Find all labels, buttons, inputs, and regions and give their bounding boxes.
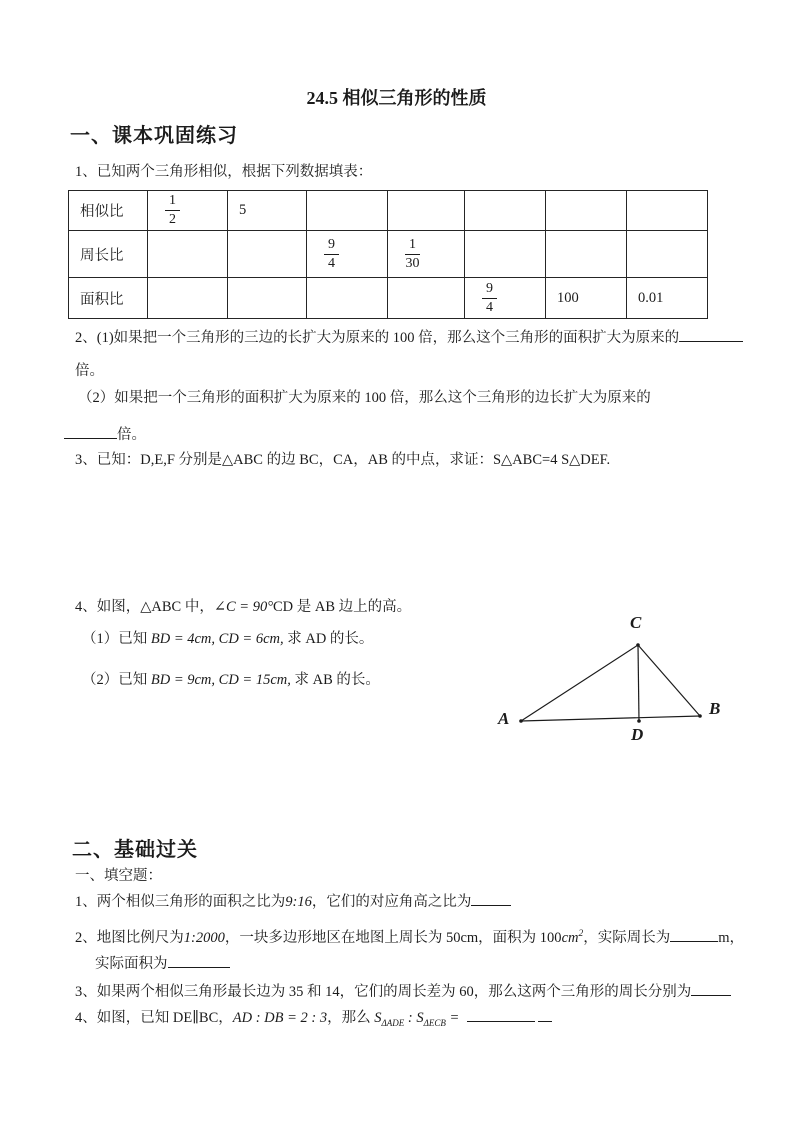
triangle-figure — [492, 610, 736, 760]
question-4-sub1-math: BD = 4cm, CD = 6cm, — [150, 631, 284, 647]
blank-q4-equals: = — [445, 1010, 463, 1026]
cell-perimeter-2 — [388, 231, 465, 278]
row-label-similarity-ratio: 相似比 — [69, 191, 148, 231]
blank-question-3 — [75, 980, 731, 1003]
area-symbol-2: S — [416, 1010, 424, 1026]
page-title: 24.5 相似三角形的性质 — [306, 88, 487, 108]
row-label-area-ratio: 面积比 — [69, 278, 148, 319]
blank-q2-mid1: ，一块多边形地区在地图上周长为 50cm，面积为 100 — [224, 930, 562, 946]
fill-blank-short — [538, 1006, 552, 1022]
question-4-prefix: 4、如图，△ABC 中， — [75, 599, 214, 615]
cell-empty — [148, 278, 228, 319]
question-2-part1-line2: 倍。 — [75, 363, 104, 379]
cell-empty — [307, 278, 388, 319]
blank-question-4 — [75, 1006, 552, 1034]
cell-empty — [388, 278, 465, 319]
table-row — [69, 191, 708, 231]
question-2-part2-line1: （2）如果把一个三角形的面积扩大为原来的 100 倍，那么这个三角形的边长扩大为原来的 — [78, 390, 651, 406]
cell-empty — [228, 278, 307, 319]
cell-perimeter-1 — [307, 231, 388, 278]
blank-q2-meter-unit: m， — [718, 930, 745, 946]
fraction-nine-fourths: $\frac{9}{4}$ — [482, 281, 497, 316]
question-4-sub2-math: BD = 9cm, CD = 15cm, — [150, 672, 291, 688]
question-4-sub2-prefix: （2）已知 — [82, 672, 151, 688]
blank-q2-line2-text: 实际面积为 — [95, 956, 168, 972]
cell-empty — [148, 231, 228, 278]
question-4-sub2-suffix: 求 AB 的长。 — [290, 672, 380, 688]
vertex-label-c: C — [630, 613, 642, 632]
question-2-part2-suffix: 倍。 — [117, 427, 146, 443]
question-1: 1、已知两个三角形相似，根据下列数据填表： — [75, 164, 373, 180]
fill-blank — [670, 926, 718, 942]
blank-question-1 — [75, 890, 511, 913]
cell-similarity-2: 5 — [228, 191, 307, 231]
area-subscript-2: ΔECB — [423, 1018, 446, 1028]
question-4-math: ∠C = 90° — [213, 599, 273, 615]
cell-empty — [546, 231, 627, 278]
cell-area-1 — [465, 278, 546, 319]
table-row — [69, 278, 708, 319]
cell-empty — [307, 191, 388, 231]
table-row — [69, 231, 708, 278]
blank-q2-mid2: ，实际周长为 — [583, 930, 671, 946]
section1-heading: 一、课本巩固练习 — [70, 125, 238, 147]
blank-q4-prefix: 4、如图，已知 DE∥BC， — [75, 1010, 233, 1026]
question-4-suffix: CD 是 AB 边上的高。 — [273, 599, 412, 615]
cell-empty — [388, 191, 465, 231]
blank-q2-unit: cm — [561, 930, 579, 946]
question-2-part1-text: 2、(1)如果把一个三角形的三边的长扩大为原来的 100 倍，那么这个三角形的面积扩大为原来的 — [75, 330, 680, 346]
question-4 — [75, 597, 411, 618]
question-4-sub1-suffix: 求 AD 的长。 — [283, 631, 374, 647]
cell-similarity-1 — [148, 191, 228, 231]
blank-question-2-line2 — [95, 952, 230, 975]
cell-empty — [228, 231, 307, 278]
section2-heading: 二、基础过关 — [72, 839, 198, 861]
cell-empty — [627, 191, 708, 231]
cell-area-3: 0.01 — [627, 278, 708, 319]
question-4-sub2 — [82, 670, 380, 691]
blank-q1-suffix: ，它们的对应角高之比为 — [311, 894, 472, 910]
blank-q3-text: 3、如果两个相似三角形最长边为 35 和 14，它们的周长差为 60，那么这两个三角形的周长分别为 — [75, 984, 692, 1000]
fill-blank — [679, 326, 743, 342]
blank-q2-superscript: 2 — [578, 929, 584, 939]
blank-q1-ratio: 9:16 — [285, 894, 312, 910]
fill-blank — [467, 1006, 535, 1022]
question-2-part2-line2 — [64, 423, 146, 446]
question-3: 3、已知：D,E,F 分别是△ABC 的边 BC，CA，AB 的中点，求证：S△ABC=4 S△DEF. — [75, 452, 611, 468]
fill-blank — [471, 890, 511, 906]
blank-question-2-line1 — [75, 924, 744, 949]
question-4-sub1 — [82, 629, 373, 650]
fill-blank — [168, 952, 230, 968]
blank-q1-prefix: 1、两个相似三角形的面积之比为 — [75, 894, 286, 910]
fraction-nine-fourths: $\frac{9}{4}$ — [324, 237, 339, 272]
question-2-part1-line1 — [75, 326, 743, 349]
blank-q4-mid: ，那么 — [327, 1010, 375, 1026]
fraction-one-thirtieth: $\frac{1}{30}$ — [405, 236, 420, 271]
row-label-perimeter-ratio: 周长比 — [69, 231, 148, 278]
section2-subheading: 一、填空题： — [75, 868, 162, 884]
cell-area-2: 100 — [546, 278, 627, 319]
vertex-label-d: D — [631, 725, 644, 744]
cell-empty — [627, 231, 708, 278]
fill-blank — [64, 423, 117, 439]
blank-q2-scale: 1:2000 — [183, 930, 225, 946]
question-4-sub1-prefix: （1）已知 — [82, 631, 151, 647]
cell-empty — [465, 231, 546, 278]
ratio-fill-table — [68, 190, 708, 319]
fill-blank — [691, 980, 731, 996]
vertex-label-a: A — [498, 709, 510, 728]
blank-q4-ratio: AD : DB = 2 : 3 — [232, 1010, 328, 1026]
fraction-one-half: $\frac{1}{2}$ — [165, 193, 180, 228]
vertex-label-b: B — [709, 699, 721, 718]
blank-q2-prefix: 2、地图比例尺为 — [75, 930, 184, 946]
area-subscript-1: ΔADE — [381, 1018, 405, 1028]
area-symbol-1: S — [374, 1010, 382, 1026]
cell-empty — [465, 191, 546, 231]
blank-q4-colon: : — [404, 1010, 417, 1026]
triangle-drawing — [492, 610, 736, 760]
cell-empty — [546, 191, 627, 231]
